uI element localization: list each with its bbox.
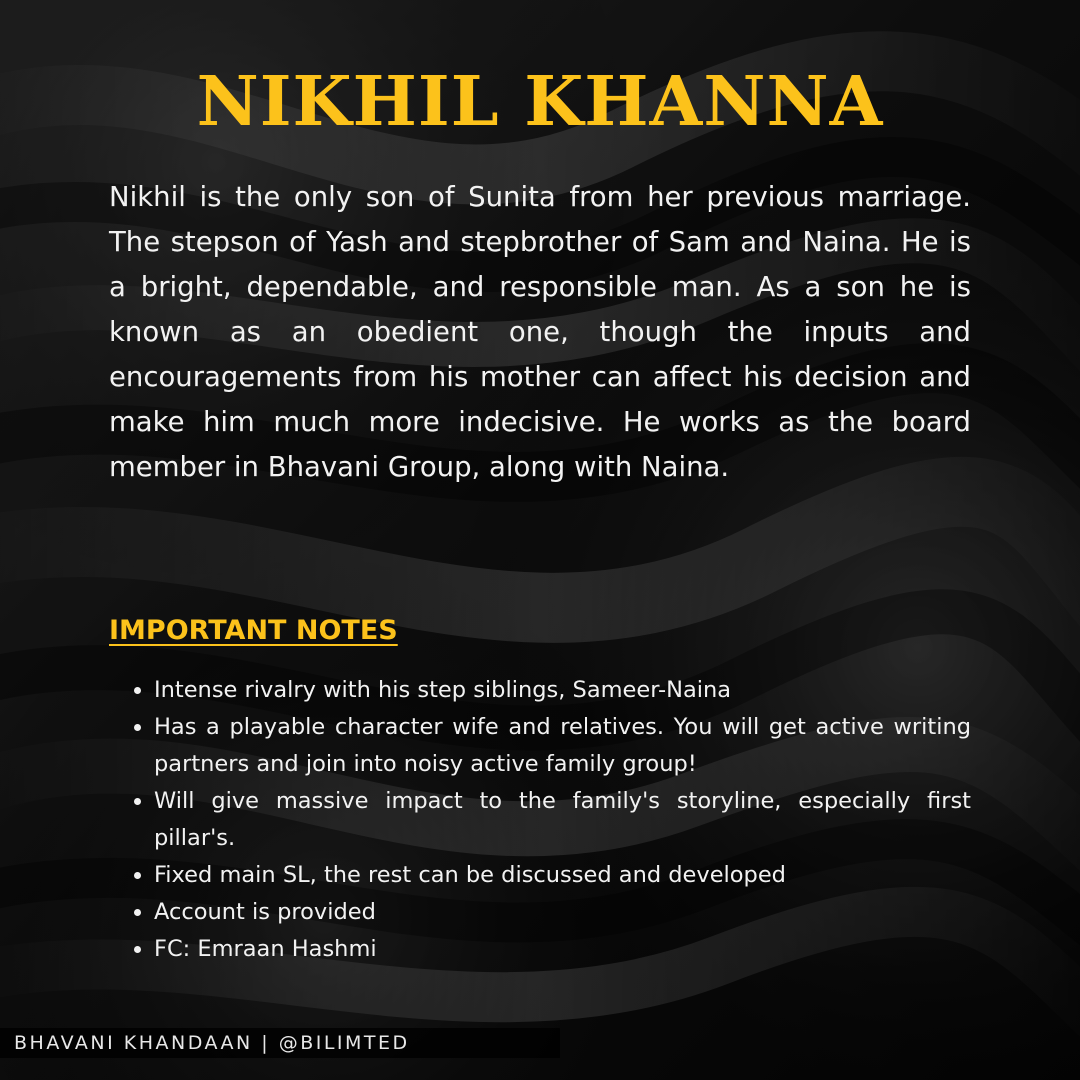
list-item: • Will give massive impact to the family's storyline, especially first pillar's.	[154, 783, 971, 857]
list-item: • Has a playable character wife and relatives. You will get active writing partners and join into noisy active family group!	[154, 709, 971, 783]
character-bio: Nikhil is the only son of Sunita from her previous marriage. The stepson of Yash and stepbrother of Sam and Naina. He is a bright, dependable, and responsible man. As a son he is known as an obedient one, though the inputs and encouragements from his mother can affect his decision and make him much more indecisive. He works as the board member in Bhavani Group, along with Naina.	[109, 181, 971, 483]
character-name-title: NIKHIL KHANNA	[196, 62, 884, 142]
list-item: • Fixed main SL, the rest can be discussed and developed	[154, 857, 971, 894]
list-item: • FC: Emraan Hashmi	[154, 931, 971, 968]
list-item: • Intense rivalry with his step siblings, Sameer-Naina	[154, 672, 971, 709]
important-notes-list	[124, 672, 971, 968]
important-notes-heading: IMPORTANT NOTES	[109, 615, 398, 646]
footer-credit: BHAVANI KHANDAAN | @BILIMTED	[0, 1028, 560, 1058]
list-item: • Account is provided	[154, 894, 971, 931]
